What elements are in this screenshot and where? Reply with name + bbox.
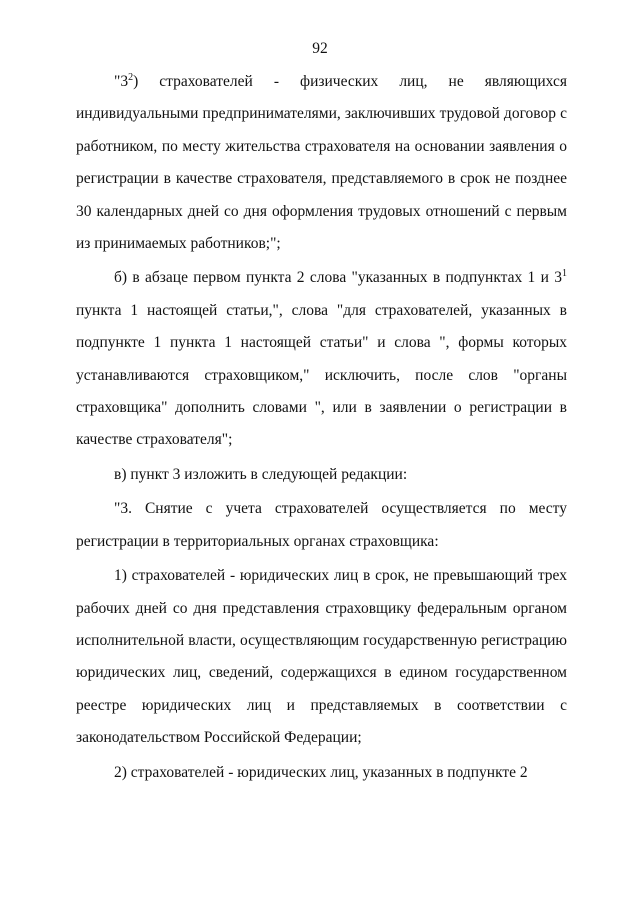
paragraph-text: 2) страхователей - юридических лиц, указанных в подпункте 2 — [114, 763, 528, 781]
superscript: 1 — [562, 268, 567, 280]
paragraph-text: б) в абзаце первом пункта 2 слова "указанных в подпунктах 1 и 3 — [114, 269, 562, 287]
document-body — [76, 66, 567, 789]
paragraph-2 — [76, 262, 567, 456]
paragraph-4 — [76, 493, 567, 558]
paragraph-text: "3. Снятие с учета страхователей осуществляется по месту регистрации в территориальных органах страховщика: — [76, 500, 567, 550]
paragraph-5 — [76, 560, 567, 754]
paragraph-text: ) страхователей - физических лиц, не являющихся индивидуальными предпринимателями, заключивших трудовой договор с работником, по месту жительства страхователя на основании заявления о регистрации в качестве страхователя, представляемого в срок не позднее 30 календарных дней со дня оформления трудовых отношений с первым из принимаемых работников;"; — [76, 73, 567, 253]
paragraph-3 — [76, 459, 567, 491]
superscript: 2 — [128, 71, 134, 83]
paragraph-text: в) пункт 3 изложить в следующей редакции: — [114, 465, 408, 483]
paragraph-text: "3 — [114, 73, 129, 90]
paragraph-1 — [76, 66, 567, 260]
paragraph-text: 1) страхователей - юридических лиц в срок, не превышающий трех рабочих дней со дня представления страховщику федеральным органом исполнительной власти, осуществляющим государственную регистрацию юридических лиц, сведений, содержащихся в едином государственном реестре юридических лиц и представляемых в соответствии с законодательством Российской Федерации; — [76, 567, 567, 747]
page-number: 92 — [312, 40, 328, 57]
paragraph-text: пункта 1 настоящей статьи,", слова "для страхователей, указанных в подпункте 1 пункта 1 настоящей статьи" и слова ", формы которых устанавливаются страховщиком," исключить, после слов "органы страховщика" дополнить словами ", или в заявлении о регистрации в качестве страхователя"; — [76, 301, 567, 449]
paragraph-6 — [76, 757, 567, 789]
